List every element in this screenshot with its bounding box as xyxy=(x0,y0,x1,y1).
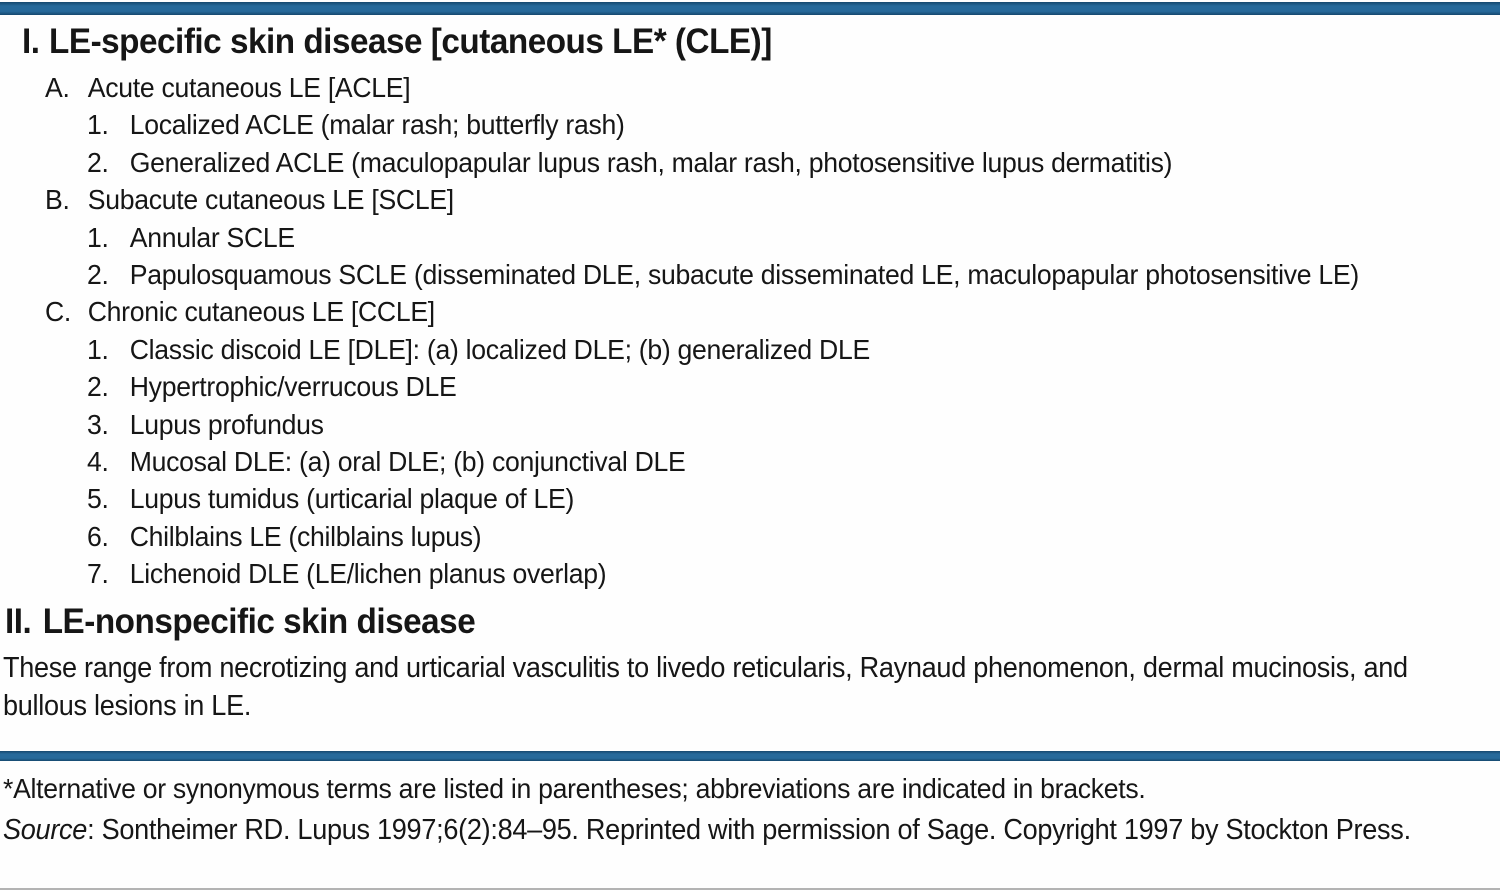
section-2-paragraph: These range from necrotizing and urticarial vasculitis to livedo reticularis, Raynaud phenomenon, dermal mucinosis, and bullous lesions in LE. xyxy=(3,651,1408,722)
list-item xyxy=(0,555,1500,592)
item-label: 1. xyxy=(87,221,109,253)
footnote-text: *Alternative or synonymous terms are listed in parentheses; abbreviations are indicated in brackets. xyxy=(3,772,1146,804)
item-text: Localized ACLE (malar rash; butterfly rash) xyxy=(129,109,625,141)
item-label: B. xyxy=(45,184,70,216)
item-label: 7. xyxy=(87,558,109,590)
item-label: 6. xyxy=(87,520,109,552)
item-label: 4. xyxy=(87,446,109,478)
list-item xyxy=(0,181,1500,218)
list-item xyxy=(0,331,1500,368)
item-text: Hypertrophic/verrucous DLE xyxy=(129,371,457,403)
item-label: 5. xyxy=(87,483,109,515)
list-item xyxy=(0,219,1500,256)
section-2-numeral: II. xyxy=(5,601,32,641)
item-label: A. xyxy=(45,72,70,103)
item-text: Classic discoid LE [DLE]: (a) localized DLE; (b) generalized DLE xyxy=(129,333,870,365)
list-item xyxy=(0,406,1500,443)
section-1-title: LE-specific skin disease [cutaneous LE* (CLE)] xyxy=(49,22,772,61)
item-label: 2. xyxy=(87,146,109,178)
source-citation xyxy=(3,812,1500,848)
item-text: Mucosal DLE: (a) oral DLE; (b) conjunctival DLE xyxy=(129,446,686,478)
item-label: 2. xyxy=(87,371,109,403)
item-label: 3. xyxy=(87,408,109,440)
mid-divider-rule xyxy=(0,751,1500,761)
list-item xyxy=(0,256,1500,293)
item-label: 2. xyxy=(87,259,109,291)
item-text: Annular SCLE xyxy=(129,221,295,253)
source-label: Source xyxy=(3,813,88,846)
item-text: Chilblains LE (chilblains lupus) xyxy=(129,520,482,552)
item-text: Chronic cutaneous LE [CCLE] xyxy=(87,296,435,328)
item-label: 1. xyxy=(87,109,109,141)
list-item xyxy=(0,518,1500,555)
item-text: Subacute cutaneous LE [SCLE] xyxy=(87,184,454,216)
item-label: 1. xyxy=(87,333,109,365)
top-divider-rule xyxy=(0,2,1500,15)
section-2-title: LE-nonspecific skin disease xyxy=(42,601,476,641)
list-item xyxy=(0,443,1500,480)
item-text: Lupus profundus xyxy=(129,408,324,440)
section-1-numeral: I. xyxy=(22,22,40,61)
item-text: Lichenoid DLE (LE/lichen planus overlap) xyxy=(129,558,607,590)
item-text: Generalized ACLE (maculopapular lupus rash, malar rash, photosensitive lupus dermatitis) xyxy=(129,146,1173,178)
list-item xyxy=(0,69,1500,106)
list-item xyxy=(0,480,1500,517)
list-item xyxy=(0,368,1500,405)
item-text: Papulosquamous SCLE (disseminated DLE, subacute disseminated LE, maculopapular photosensitive LE) xyxy=(129,259,1359,291)
item-text: Lupus tumidus (urticarial plaque of LE) xyxy=(129,483,575,515)
section-2-heading xyxy=(5,601,1500,643)
section-1-heading xyxy=(22,21,1500,63)
list-item xyxy=(0,144,1500,181)
item-text: Acute cutaneous LE [ACLE] xyxy=(87,72,411,103)
source-text: : Sontheimer RD. Lupus 1997;6(2):84–95. Reprinted with permission of Sage. Copyright 1997 by Stockton Press. xyxy=(87,813,1411,846)
item-label: C. xyxy=(45,296,72,328)
list-item xyxy=(0,293,1500,330)
list-item xyxy=(0,106,1500,143)
classification-outline xyxy=(0,69,1500,593)
